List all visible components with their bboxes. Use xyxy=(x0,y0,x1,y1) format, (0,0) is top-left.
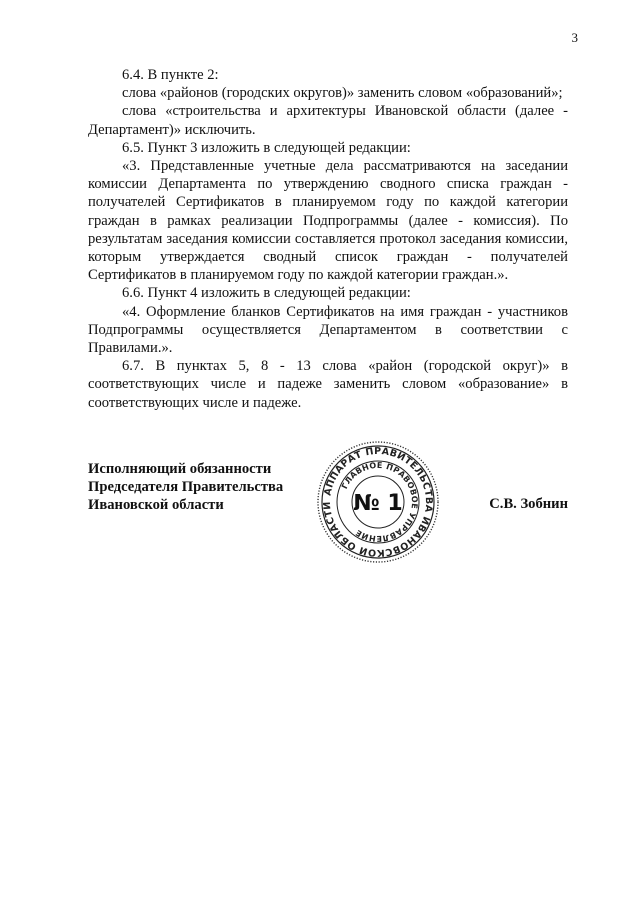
seal-number: № 1 xyxy=(353,491,403,516)
seal-outer-text: АППАРАТ ПРАВИТЕЛЬСТВА ИВАНОВСКОЙ ОБЛАСТИ xyxy=(321,445,435,559)
signer-position xyxy=(88,460,283,515)
paragraph-6-7-text: 6.7. В пунктах 5, 8 - 13 слова «район (городской округ)» в соответствующих числе и падеже заменить словом «образование» в соответствующих числе и падеже. xyxy=(88,358,568,411)
document-body xyxy=(88,66,568,412)
paragraph-6-4-heading: 6.4. В пункте 2: xyxy=(122,67,219,83)
signer-name: С.В. Зобнин xyxy=(489,496,568,512)
official-seal xyxy=(316,440,440,564)
signer-position-line-1: Исполняющий обязанности xyxy=(88,461,272,477)
paragraph-6-4-replace: слова «районов (городских округов)» заменить словом «образований»; xyxy=(122,85,563,102)
paragraph-6-5-heading: 6.5. Пункт 3 изложить в следующей редакции: xyxy=(122,139,411,156)
seal-inner-text: ГЛАВНОЕ ПРАВОВОЕ УПРАВЛЕНИЕ xyxy=(339,460,420,544)
signer-position-line-3: Ивановской области xyxy=(88,497,224,514)
page-number: 3 xyxy=(571,30,578,45)
paragraph-6-6-heading: 6.6. Пункт 4 изложить в следующей редакции: xyxy=(122,285,411,302)
signature-block xyxy=(88,440,568,570)
paragraph-6-5-text: «3. Представленные учетные дела рассматриваются на заседании комиссии Департамента по утверждению сводного списка граждан - получателей Сертификатов в планируемом году по каждой категории граждан в рамках реализации Подпрограммы (далее - комиссия). По результатам заседания комиссии составляется протокол заседания комиссии, которым утверждается сводный список граждан - получателей Сертификатов в планируемом году по каждой категории граждан.». xyxy=(88,158,568,284)
signer-position-line-2: Председателя Правительства xyxy=(88,479,284,496)
paragraph-6-4-exclude: слова «строительства и архитектуры Ивановской области (далее - Департамент)» исключить. xyxy=(88,103,568,138)
paragraph-6-6-text: «4. Оформление бланков Сертификатов на имя граждан - участников Подпрограммы осуществляется Департаментом в соответствии с Правилами.». xyxy=(88,303,568,357)
seal-graphic xyxy=(316,440,440,564)
